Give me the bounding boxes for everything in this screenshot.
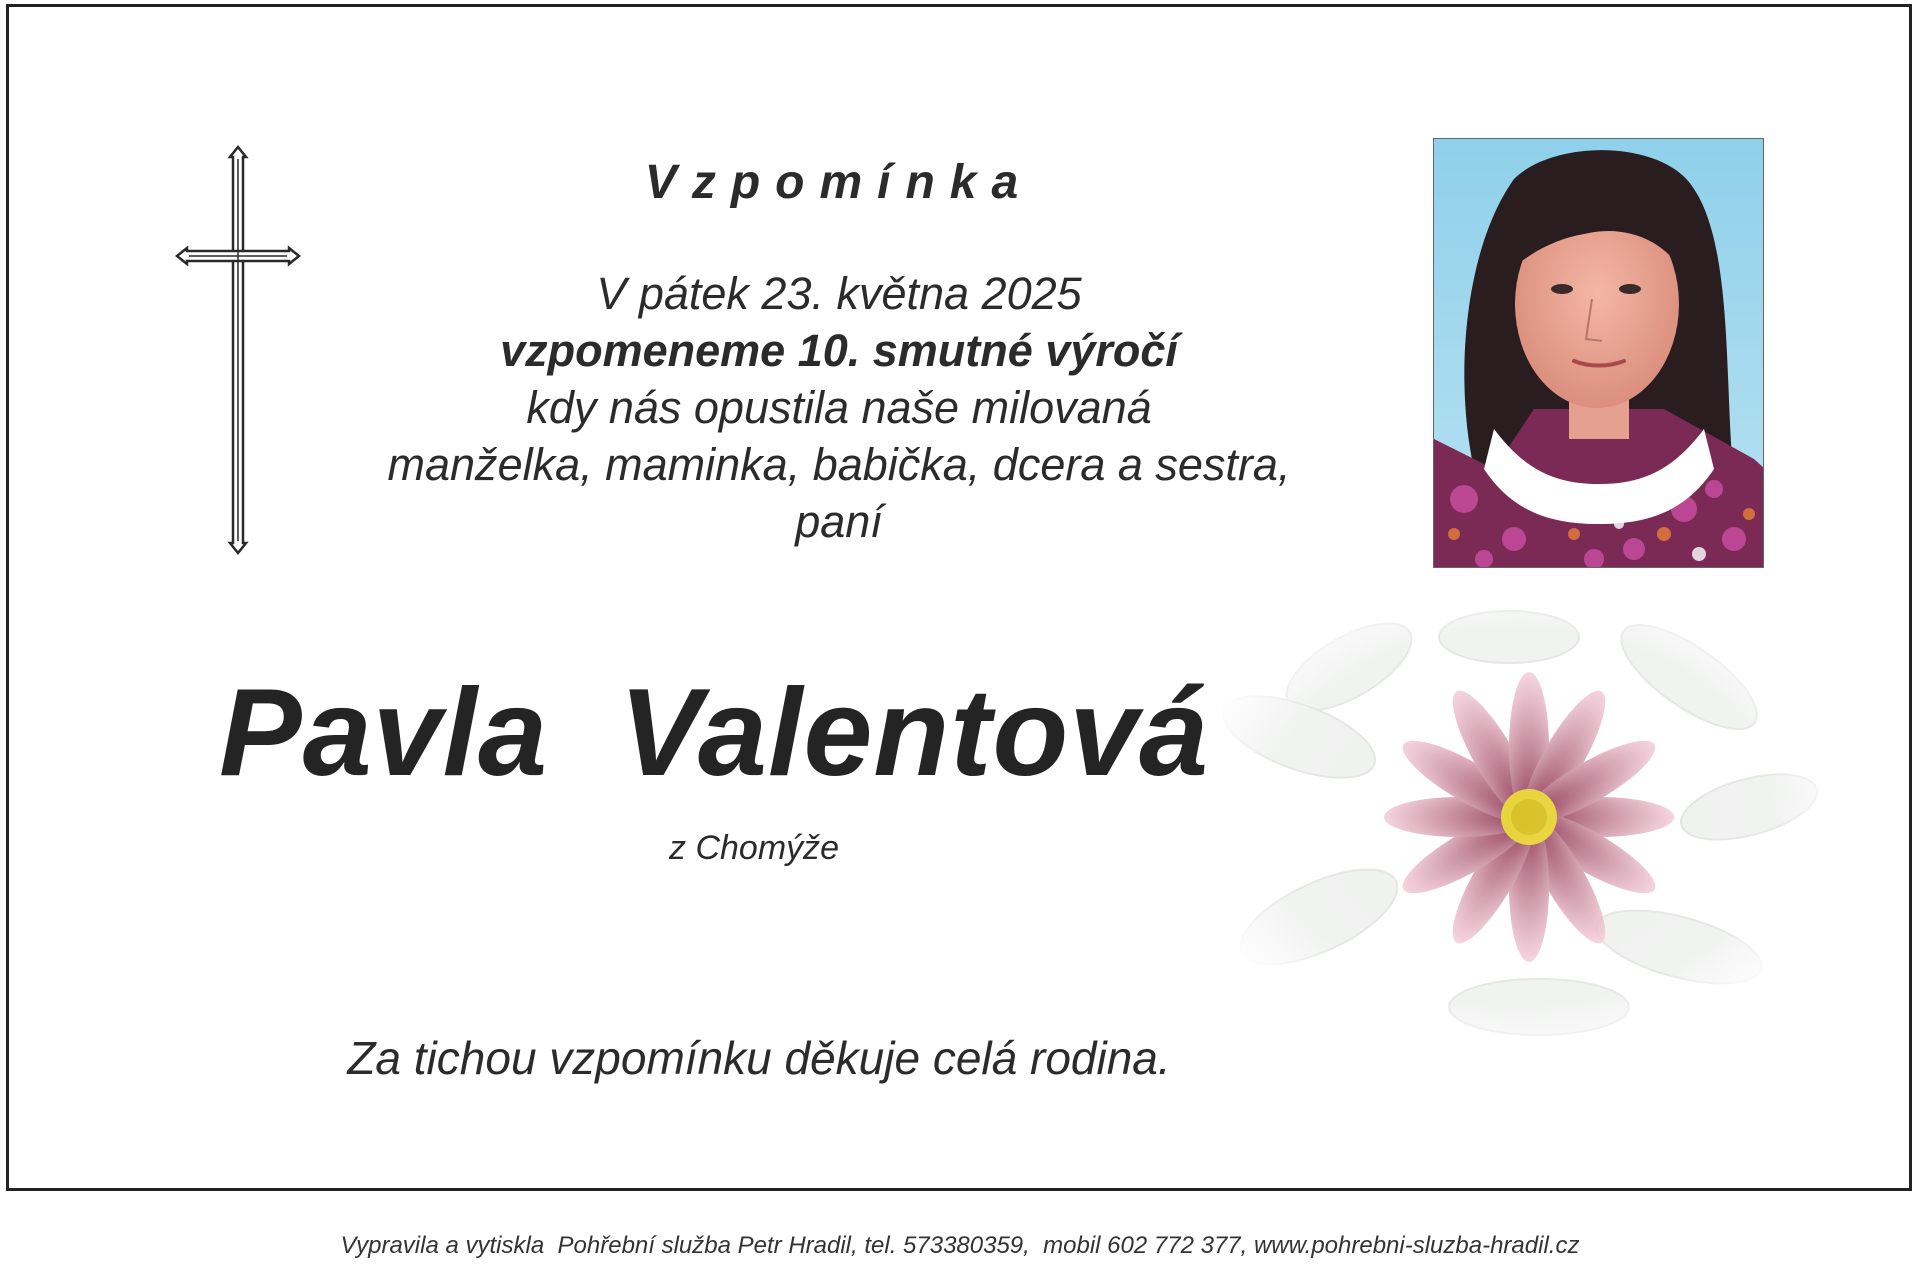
deceased-name: Pavla Valentová xyxy=(219,664,1210,802)
thanks-text: Za tichou vzpomínku děkuje celá rodina. xyxy=(347,1032,1171,1084)
portrait-photo xyxy=(1433,138,1764,568)
memorial-card xyxy=(6,4,1912,1191)
title-line: paní xyxy=(795,496,883,547)
date-line: V pátek 23. května 2025 xyxy=(596,268,1082,319)
anniversary-line: vzpomeneme 10. smutné výročí xyxy=(500,325,1178,376)
flowers-image xyxy=(1209,587,1829,1047)
departed-line: kdy nás opustila naše milovaná xyxy=(526,382,1152,433)
notice-text xyxy=(339,265,1339,550)
origin-text: z Chomýže xyxy=(669,829,840,867)
relations-line: manželka, maminka, babička, dcera a sestra, xyxy=(387,439,1291,490)
cross-icon xyxy=(173,143,303,557)
footer-credits: Vypravila a vytiskla Pohřební služba Petr Hradil, tel. 573380359, mobil 602 772 377, www.pohrebni-sluzba-hradil.cz xyxy=(340,1232,1580,1259)
notice-heading: Vzpomínka xyxy=(644,156,1034,209)
